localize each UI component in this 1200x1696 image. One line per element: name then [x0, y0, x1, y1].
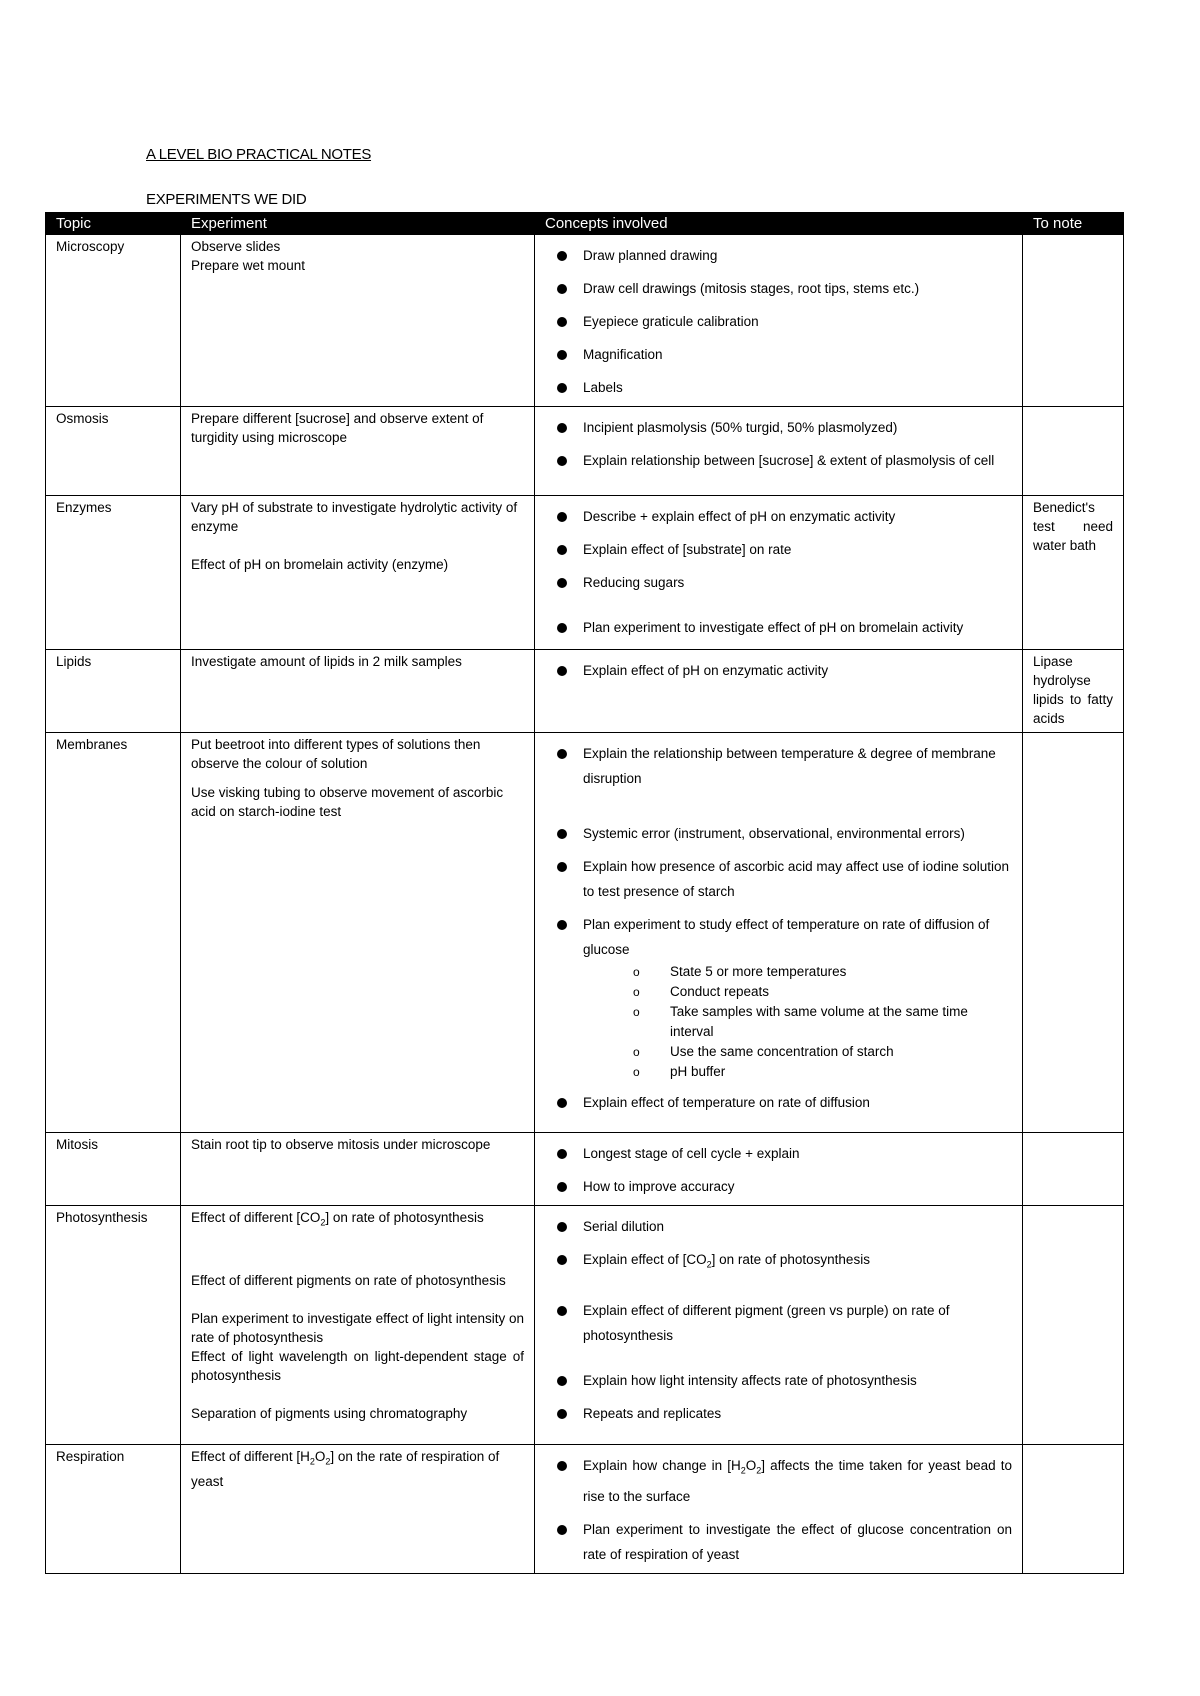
note-cell	[1023, 1445, 1124, 1574]
concepts-list	[545, 658, 1012, 683]
experiment-cell	[181, 235, 535, 407]
list-item: Explain the relationship between temperature & degree of membrane disruption	[545, 741, 1012, 791]
sub-list-item: o Use the same concentration of starch	[583, 1042, 1012, 1062]
table-row-enzymes	[46, 496, 1124, 650]
bullet-icon	[557, 456, 567, 466]
note-cell	[1023, 650, 1124, 733]
experiment-text: Stain root tip to observe mitosis under microscope	[191, 1137, 491, 1152]
circle-bullet-icon: o	[633, 1065, 640, 1079]
concepts-cell	[535, 407, 1023, 496]
list-item: Explain relationship between [sucrose] & extent of plasmolysis of cell	[545, 448, 1012, 473]
experiment-text: Effect of pH on bromelain activity (enzyme)	[191, 557, 449, 572]
note-cell	[1023, 235, 1124, 407]
bullet-icon	[557, 350, 567, 360]
experiment-cell	[181, 1206, 535, 1445]
bullet-icon	[557, 829, 567, 839]
experiment-text: Separation of pigments using chromatography	[191, 1405, 468, 1421]
circle-bullet-icon: o	[633, 985, 640, 999]
topic-cell: Respiration	[46, 1445, 181, 1574]
table-row-lipids	[46, 650, 1124, 733]
concepts-list	[545, 741, 1012, 1115]
concepts-list	[545, 504, 1012, 640]
sub-list-item: o Take samples with same volume at the same time interval	[633, 1004, 968, 1039]
list-item: Plan experiment to study effect of temperature on rate of diffusion of glucose o State 5 or more temperatures o Conduct repeats o Take samples with same volume at the same time interval o Use the same concentration of starch o pH buffer	[545, 912, 1012, 1082]
topic-cell: Membranes	[46, 733, 181, 1133]
header-experiment: Experiment	[181, 213, 535, 235]
bullet-icon	[557, 862, 567, 872]
list-item: Plan experiment to investigate effect of pH on bromelain activity	[545, 615, 1012, 640]
bullet-icon	[557, 1525, 567, 1535]
list-item: Repeats and replicates	[545, 1401, 1012, 1426]
bullet-icon	[557, 578, 567, 588]
list-item: Explain how light intensity affects rate of photosynthesis	[545, 1368, 1012, 1393]
sub-list-item: o pH buffer	[583, 1062, 1012, 1082]
table-header-row	[46, 213, 1124, 235]
bullet-icon	[557, 749, 567, 759]
bullet-icon	[557, 423, 567, 433]
concepts-cell	[535, 1445, 1023, 1574]
bullet-icon	[557, 1149, 567, 1159]
table-row-mitosis	[46, 1133, 1124, 1206]
topic-cell: Photosynthesis	[46, 1206, 181, 1445]
experiment-text: Put beetroot into different types of solutions then observe the colour of solution	[191, 737, 481, 771]
list-item: Explain effect of temperature on rate of diffusion	[545, 1090, 1012, 1115]
note-cell	[1023, 1133, 1124, 1206]
sub-list	[583, 962, 1012, 1082]
note-text: Lipase hydrolyse lipids to fatty acids	[1033, 654, 1113, 726]
table-row-respiration	[46, 1445, 1124, 1574]
experiment-cell	[181, 650, 535, 733]
experiment-text: Plan experiment to investigate effect of light intensity on rate of photosynthesis	[191, 1310, 524, 1345]
list-item: Reducing sugars	[545, 570, 1012, 595]
list-item: Explain effect of pH on enzymatic activity	[545, 658, 1012, 683]
list-item: Describe + explain effect of pH on enzymatic activity	[545, 504, 1012, 529]
experiment-text: Investigate amount of lipids in 2 milk samples	[191, 654, 462, 669]
experiment-cell	[181, 496, 535, 650]
section-title: EXPERIMENTS WE DID	[146, 191, 307, 208]
experiments-table	[45, 212, 1124, 1574]
concepts-list	[545, 1141, 1012, 1199]
bullet-icon	[557, 1255, 567, 1265]
table-row-photosynthesis	[46, 1206, 1124, 1445]
concepts-cell	[535, 733, 1023, 1133]
experiment-text: Effect of light wavelength on light-dependent stage of photosynthesis	[191, 1348, 524, 1383]
note-cell	[1023, 1206, 1124, 1445]
experiment-cell	[181, 407, 535, 496]
list-item: Plan experiment to investigate the effect of glucose concentration on rate of respiration of yeast	[545, 1517, 1012, 1567]
list-item: Incipient plasmolysis (50% turgid, 50% plasmolyzed)	[545, 415, 1012, 440]
concepts-list	[545, 243, 1012, 400]
list-item: Explain effect of $[CO_2]$ on rate of photosynthesis	[545, 1247, 1012, 1278]
list-item: Longest stage of cell cycle + explain	[545, 1141, 1012, 1166]
experiment-text: Effect of different $[H_2O_2]$ on the rate of respiration of yeast	[191, 1449, 500, 1489]
list-item: Draw cell drawings (mitosis stages, root tips, stems etc.)	[545, 276, 1012, 301]
experiment-text: Vary pH of substrate to investigate hydrolytic activity of enzyme	[191, 500, 518, 534]
list-item: Explain how change in $[H_2O_2]$ affects the time taken for yeast bead to rise to the surface	[545, 1453, 1012, 1509]
topic-cell: Microscopy	[46, 235, 181, 407]
note-cell	[1023, 496, 1124, 650]
bullet-icon	[557, 1376, 567, 1386]
concepts-list	[545, 1453, 1012, 1567]
list-item: How to improve accuracy	[545, 1174, 1012, 1199]
list-item: Serial dilution	[545, 1214, 1012, 1239]
list-item: Labels	[545, 375, 1012, 400]
note-cell	[1023, 733, 1124, 1133]
bullet-icon	[557, 317, 567, 327]
list-item: Explain how presence of ascorbic acid may affect use of iodine solution to test presence of starch	[545, 854, 1012, 904]
note-cell	[1023, 407, 1124, 496]
concepts-cell	[535, 235, 1023, 407]
header-to-note: To note	[1023, 213, 1124, 235]
table-row-microscopy	[46, 235, 1124, 407]
bullet-icon	[557, 920, 567, 930]
circle-bullet-icon: o	[633, 1005, 640, 1019]
topic-cell: Lipids	[46, 650, 181, 733]
topic-cell: Mitosis	[46, 1133, 181, 1206]
bullet-icon	[557, 284, 567, 294]
sub-list-item: o Conduct repeats	[583, 982, 1012, 1002]
bullet-icon	[557, 545, 567, 555]
table-row-membranes	[46, 733, 1124, 1133]
bullet-icon	[557, 512, 567, 522]
sub-list-item: o State 5 or more temperatures	[583, 962, 1012, 982]
list-item: Eyepiece graticule calibration	[545, 309, 1012, 334]
experiment-text: Prepare wet mount	[191, 258, 306, 273]
header-topic: Topic	[46, 213, 181, 235]
experiment-text: Observe slides	[191, 239, 281, 254]
experiment-cell	[181, 1133, 535, 1206]
bullet-icon	[557, 251, 567, 261]
circle-bullet-icon: o	[633, 965, 640, 979]
concepts-cell	[535, 1133, 1023, 1206]
bullet-icon	[557, 1461, 567, 1471]
list-item: Draw planned drawing	[545, 243, 1012, 268]
bullet-icon	[557, 623, 567, 633]
note-text: Benedict's test need water bath	[1033, 500, 1113, 553]
experiment-cell	[181, 1445, 535, 1574]
bullet-icon	[557, 1098, 567, 1108]
bullet-icon	[557, 1306, 567, 1316]
table-row-osmosis	[46, 407, 1124, 496]
concepts-list	[545, 1214, 1012, 1426]
bullet-icon	[557, 1409, 567, 1419]
concepts-cell	[535, 496, 1023, 650]
concepts-cell	[535, 1206, 1023, 1445]
list-item: Magnification	[545, 342, 1012, 367]
header-concepts: Concepts involved	[535, 213, 1023, 235]
experiment-text: Use visking tubing to observe movement of ascorbic acid on starch-iodine test	[191, 785, 504, 819]
experiment-text: Prepare different [sucrose] and observe extent of turgidity using microscope	[191, 411, 484, 445]
experiment-text: Effect of different $[CO_2]$ on rate of photosynthesis	[191, 1210, 484, 1228]
bullet-icon	[557, 1222, 567, 1232]
list-item: Explain effect of [substrate] on rate	[545, 537, 1012, 562]
topic-cell: Enzymes	[46, 496, 181, 650]
concepts-cell	[535, 650, 1023, 733]
bullet-icon	[557, 666, 567, 676]
experiment-text: Effect of different pigments on rate of photosynthesis	[191, 1272, 506, 1288]
circle-bullet-icon: o	[633, 1045, 640, 1059]
bullet-icon	[557, 1182, 567, 1192]
page-title: A LEVEL BIO PRACTICAL NOTES	[146, 146, 372, 163]
experiment-cell	[181, 733, 535, 1133]
topic-cell: Osmosis	[46, 407, 181, 496]
list-item: Explain effect of different pigment (green vs purple) on rate of photosynthesis	[545, 1298, 1012, 1348]
concepts-list	[545, 415, 1012, 473]
list-item: Systemic error (instrument, observational, environmental errors)	[545, 821, 1012, 846]
bullet-icon	[557, 383, 567, 393]
